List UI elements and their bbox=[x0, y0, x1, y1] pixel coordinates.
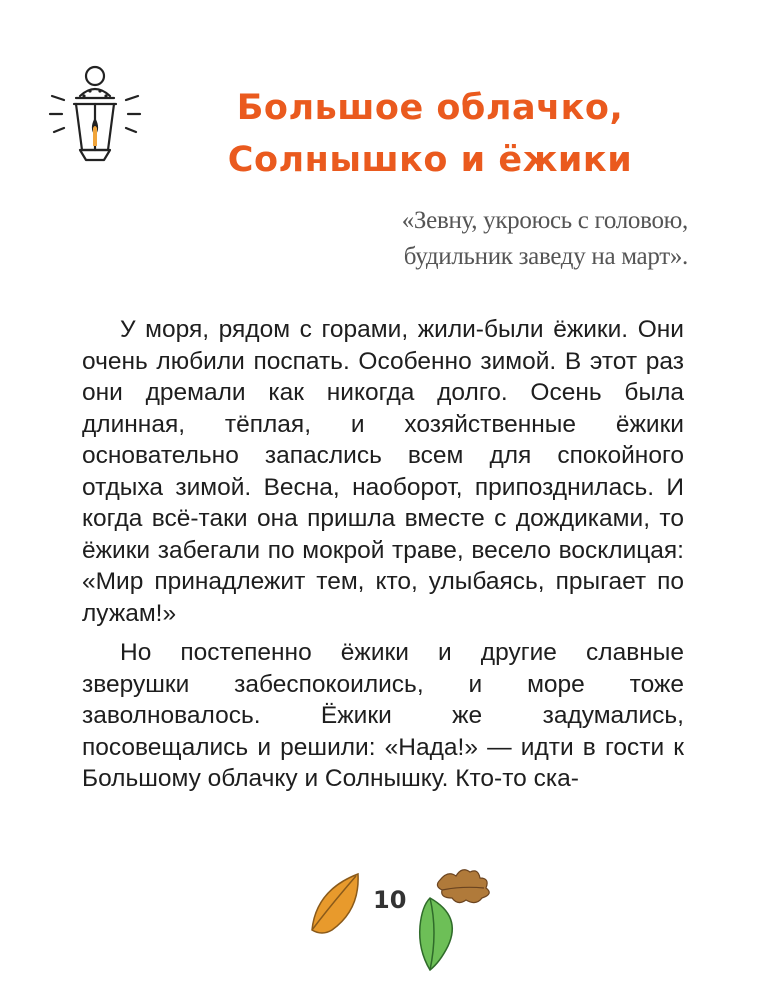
chapter-title bbox=[150, 82, 710, 186]
orange-leaf-icon bbox=[312, 874, 358, 933]
chapter-title-line-1: Большое облачко, bbox=[236, 88, 624, 128]
paragraph-1: У моря, рядом с горами, жили-были ёжики. Они очень любили поспать. Особенно зимой. В этот раз они дремали как никогда долго. Осень была длинная, тёплая, и хозяйственные ёжики основательно запаслись всем для спокойного отдыха зимой. Весна, наоборот, припозднилась. И когда всё-таки она пришла вместе с дождиками, то ёжики забегали по мокрой траве, весело восклицая: «Мир принадлежит тем, кто, улыбаясь, прыгает по лужам!» bbox=[82, 316, 684, 627]
page-number: 10 bbox=[373, 886, 407, 914]
epigraph-line-2: будильник заведу на март». bbox=[403, 243, 688, 270]
epigraph-line-1: «Зевну, укроюсь с головою, bbox=[401, 207, 688, 234]
footer-decoration bbox=[0, 860, 774, 1000]
green-leaf-icon bbox=[420, 898, 453, 970]
body-text bbox=[82, 314, 684, 803]
epigraph bbox=[268, 203, 688, 275]
paragraph-2: Но постепенно ёжики и другие славные зверушки забеспокоились, и море тоже заволновалось. Ёжики же задумались, посовещались и решили: «Нада!» — идти в гости к Большому облачку и Солнышку. Кто-то ска- bbox=[82, 639, 684, 792]
oak-leaf-icon bbox=[437, 870, 489, 903]
lantern-icon bbox=[40, 58, 150, 178]
chapter-title-line-2: Солнышко и ёжики bbox=[227, 140, 633, 180]
